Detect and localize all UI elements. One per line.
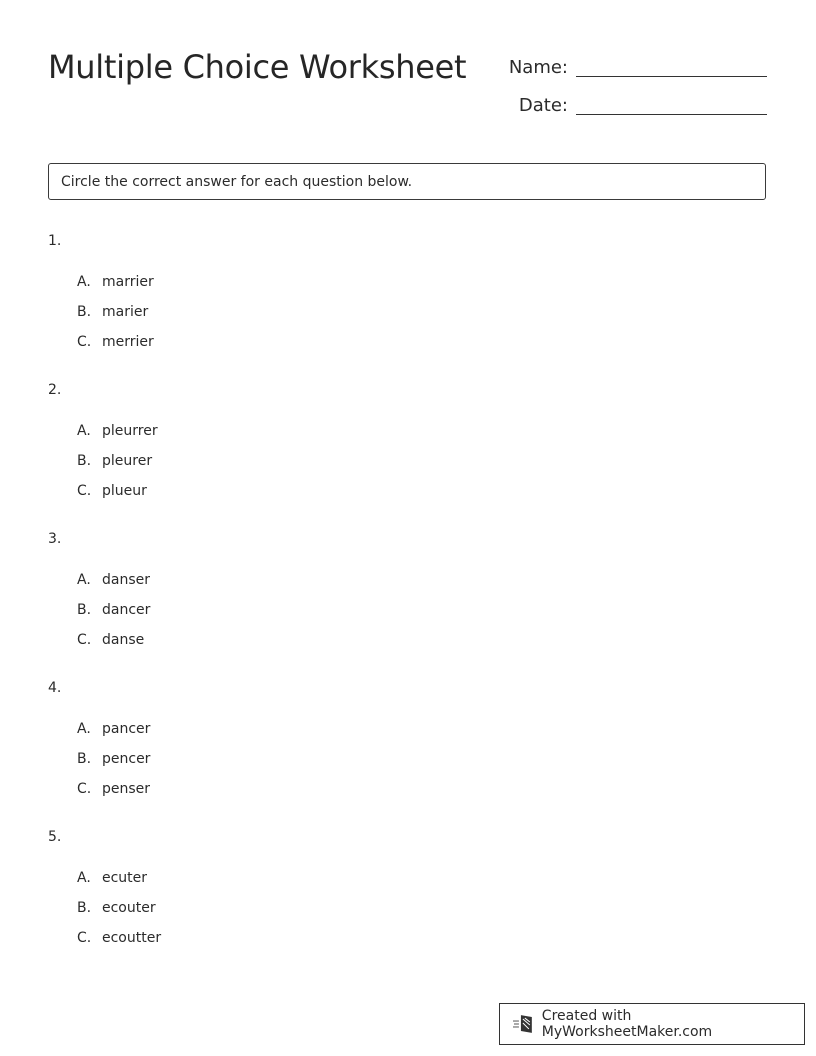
option-letter: B. bbox=[77, 453, 92, 469]
option-text: plueur bbox=[102, 483, 147, 499]
option-letter: A. bbox=[77, 423, 91, 439]
option-text: dancer bbox=[102, 602, 151, 618]
option-text: pencer bbox=[102, 751, 151, 767]
option-letter: A. bbox=[77, 870, 91, 886]
option-a bbox=[48, 423, 158, 453]
option-letter: B. bbox=[77, 304, 92, 320]
option-c bbox=[48, 632, 150, 662]
option-letter: A. bbox=[77, 274, 91, 290]
option-text: pleurer bbox=[102, 453, 153, 469]
question-4 bbox=[48, 680, 150, 811]
question-3 bbox=[48, 531, 150, 662]
option-b bbox=[48, 751, 150, 781]
date-label: Date: bbox=[518, 95, 568, 116]
option-text: ecoutter bbox=[102, 930, 162, 946]
option-text: ecouter bbox=[102, 900, 156, 916]
option-letter: A. bbox=[77, 572, 91, 588]
option-text: penser bbox=[102, 781, 151, 797]
option-c bbox=[48, 930, 161, 960]
question-number: 5. bbox=[48, 829, 62, 845]
question-number: 1. bbox=[48, 233, 62, 249]
option-b bbox=[48, 602, 150, 632]
option-text: pleurrer bbox=[102, 423, 158, 439]
option-a bbox=[48, 870, 161, 900]
footer-text: Created with MyWorksheetMaker.com bbox=[541, 1008, 713, 1040]
option-b bbox=[48, 304, 154, 334]
footer-badge bbox=[499, 1003, 805, 1045]
option-text: ecuter bbox=[102, 870, 148, 886]
question-1 bbox=[48, 233, 154, 364]
question-5 bbox=[48, 829, 161, 960]
option-a bbox=[48, 721, 150, 751]
option-b bbox=[48, 900, 161, 930]
option-letter: C. bbox=[77, 483, 92, 499]
option-letter: A. bbox=[77, 721, 91, 737]
option-a bbox=[48, 274, 154, 304]
instructions-box: Circle the correct answer for each question below. bbox=[48, 163, 766, 200]
option-letter: C. bbox=[77, 334, 92, 350]
option-c bbox=[48, 483, 158, 513]
name-line bbox=[576, 75, 767, 77]
question-number: 4. bbox=[48, 680, 62, 696]
option-text: marier bbox=[102, 304, 149, 320]
date-field bbox=[490, 90, 767, 116]
question-number: 2. bbox=[48, 382, 62, 398]
option-b bbox=[48, 453, 158, 483]
question-number: 3. bbox=[48, 531, 62, 547]
option-text: danser bbox=[102, 572, 151, 588]
option-letter: B. bbox=[77, 900, 92, 916]
question-2 bbox=[48, 382, 158, 513]
option-c bbox=[48, 781, 150, 811]
option-c bbox=[48, 334, 154, 364]
option-text: marrier bbox=[102, 274, 154, 290]
option-letter: B. bbox=[77, 751, 92, 767]
option-letter: C. bbox=[77, 930, 92, 946]
option-text: danse bbox=[102, 632, 145, 648]
date-line bbox=[576, 113, 767, 115]
option-text: merrier bbox=[102, 334, 154, 350]
option-letter: C. bbox=[77, 781, 92, 797]
option-text: pancer bbox=[102, 721, 151, 737]
worksheet-maker-logo-icon bbox=[512, 1013, 536, 1035]
option-a bbox=[48, 572, 150, 602]
option-letter: C. bbox=[77, 632, 92, 648]
name-label: Name: bbox=[508, 57, 568, 78]
page-title: Multiple Choice Worksheet bbox=[48, 48, 467, 86]
name-field bbox=[490, 52, 767, 78]
option-letter: B. bbox=[77, 602, 92, 618]
